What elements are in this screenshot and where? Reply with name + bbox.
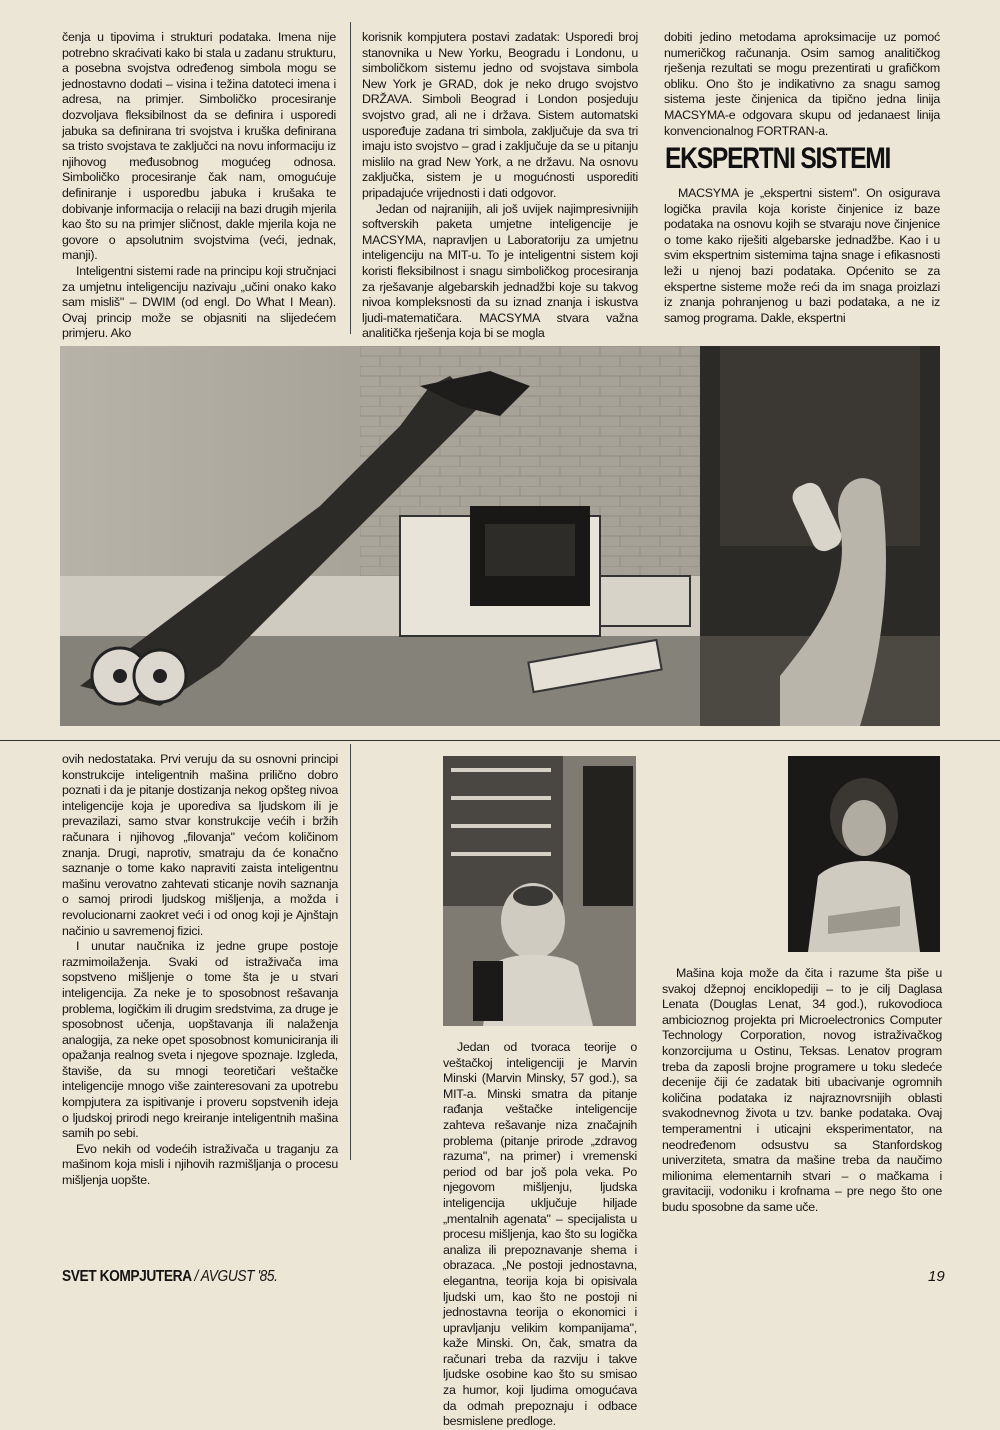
column-1-bottom xyxy=(62,752,338,1188)
douglas-lenat-photo xyxy=(788,756,940,952)
marvin-minsky-photo xyxy=(443,756,636,1026)
caption-text: Jedan od tvoraca teorije o veštačkoj inteligenciji je Marvin Minski (Marvin Minsky, 57 god.), sa MIT-a. Minski smatra da pitanje rađanja veštačke inteligencije zahteva rešavanje niza značajnih problema (pitanje prirode „zdravog razuma", na primer) i vremenski period od bar još pola veka. Po njegovom mišljenju, ljudska inteligencija uključuje hiljade „mentalnih agenata" – specijalista u procesu mišljenja, kao što su logička analiza ili prepoznavanje shema i obrazaca. „Ne postoji jednostavna, elegantna, teorija koja bi opisivala ljudski um, kao što ne postoji ni jednostavna teorija o ekonomici i upravljanju velikim kompanijama", kaže Minski. On, čak, smatra da računari treba da razviju i takve ljudske osobine kao što su smisao za humor, koji ljudima omogućava da odmah prepoznaju i odbace besmislene predloge. xyxy=(443,1040,637,1429)
robot-arm-photo xyxy=(60,346,940,726)
column-2-top xyxy=(362,30,638,342)
caption-minsky xyxy=(443,1040,637,1429)
section-heading: EKSPERTNI SISTEMI xyxy=(665,142,891,175)
horizontal-divider xyxy=(0,740,1000,741)
page-number: 19 xyxy=(928,1268,945,1285)
column-divider xyxy=(350,22,351,334)
paragraph: I unutar naučnika iz jedne grupe postoje razmimoilaženja. Svaki od istraživača ima sopstveno mišljenje o tome šta je u stvari inteligencija. Za neke je to sposobnost rešavanja problema, logičkim ili drugim sredstvima, za druge je sposobnost učenja, uopštavanja ili nalaženja analogija, za neke opet sposobnost komuniciranja ili opažanja realnog sveta i njegove spoznaje. Izgleda, štaviše, da su mnogi teoretičari veštačke inteligencije mnogo više zainteresovani za upotrebu kompjutera za ispitivanje i proveru sopstvenih ideja o ljudskoj prirodi nego kreiranje inteligentnih mašina samih po sebi. xyxy=(62,939,338,1141)
marvin-minsky-photo-image xyxy=(443,756,636,1026)
robot-arm-photo-image xyxy=(60,346,940,726)
paragraph: MACSYMA je „ekspertni sistem". On osigurava logička pravila koja koriste činjenice iz baze podataka na osnovu kojih se stvaraju nove činjenice o tome kako riješiti algebarske jednadžbe. Kao i u svim ekspertnim sistemima tajna snage i efikasnosti leži u njenoj bazi podataka. Općenito se za ekspertne sisteme može reći da im snaga proizlazi iz znanja pohranjenog u bazi podataka, a ne iz samog programa. Dakle, ekspertni xyxy=(664,186,940,325)
paragraph: ovih nedostataka. Prvi veruju da su osnovni principi konstrukcije inteligentnih mašina prilično dobro poznati i da je pitanje dostizanja nekog opšteg nivoa inteligencije koja je uporediva sa ljudskom ili je prevazilazi, samo stvar konstrukcije većih i bržih računara i njihovog „filovanja" većom količinom znanja. Drugi, naprotiv, smatraju da će konačno saznanje o tome kako napraviti zaista inteligentnu mašinu verovatno zahtevati sticanje novih saznanja o samoj prirodi ljudskog mišljenja, a možda i revolucionarni zaokret veći i od onog koji je Ajnštajn načinio u savremenoj fizici. xyxy=(62,752,338,938)
paragraph: Evo nekih od vodećih istraživača u traganju za mašinom koja misli i njihovih razmišljanja o procesu mišljenja uopšte. xyxy=(62,1141,338,1188)
issue-date: / AVGUST '85. xyxy=(194,1268,278,1285)
column-3-after-heading xyxy=(664,186,940,342)
paragraph: korisnik kompjutera postavi zadatak: Usporedi broj stanovnika u New Yorku, Beogradu i Londonu, u simboličkom sistemu jedno od svojstava simbola New York je GRAD, dok je neko drugo svojstvo DRŽAVA. Simboli Beograd i London posjeduju svojstvo grad, ali ne i država. Sistem automatski uspoređuje zadana tri simbola, zaključuje da sva tri imaju isto svojstvo – grad i zaključuje da se u pitanju mislilo na grad New York, a ne državu. Na osnovu zaključka, sistem je u mogućnosti usporediti pripadajuće vrijednosti i dati odgovor. xyxy=(362,30,638,200)
magazine-footer xyxy=(62,1268,277,1286)
column-divider xyxy=(350,744,351,1160)
paragraph: Inteligentni sistemi rade na principu koji stručnjaci za umjetnu inteligenciju nazivaju „učini onako kako sam misliš" – DWIM (od engl. Do What I Mean). Ovaj princip može se objasniti na slijedećem primjeru. Ako xyxy=(62,263,336,341)
column-3-top xyxy=(664,30,940,138)
paragraph: čenja u tipovima i strukturi podataka. Imena nije potrebno skraćivati kako bi stala u zadanu strukturu, a posebna svojstva određenog simbola mogu se jednostavno dodati – visina i težina datoteci imena i adresa, na primjer. Simboličko procesiranje dozvoljava fleksibilnost da se definira i usporedi jabuka sa definirana tri svojstva i kruška definirana sa tristo svojstava te zaključci na novu informaciju iz njihovog međusobnog mogućeg odnosa. Simboličko procesiranje čak nam, omogućuje definiranje i usporedbu jabuka i krušaka te dobivanje informacija o relaciji na bazi drugih mjerila kao što su na primjer sličnost, dakle mjerila koja ne govore o apsolutnim svojstvima (veći, jednak, manji). xyxy=(62,30,336,263)
column-1-top xyxy=(62,30,336,342)
caption-lenat xyxy=(662,966,942,1214)
douglas-lenat-photo-image xyxy=(788,756,940,952)
caption-text: Mašina koja može da čita i razume šta piše u svakoj džepnoj enciklopediji – to je cilj Daglasa Lenata (Douglas Lenat, 34 god.), rukovodioca ambicioznog projekta pri Microelectronics Computer Technology Corporation, novog istraživačkog konzorcijuma u Ostinu, Teksas. Lenatov program treba da zaposli brojne programere u toku sledeće decenije čiji će zadatak biti ubacivanje ogromnih količina podataka iz najraznovrsnijih oblasti svakodnevnog života u tzv. banke podataka. Ovaj temperamentni i uticajni eksperimentator, na neodređenom odsustvu sa Stanfordskog univerziteta, smatra da mašine treba da naučimo milionima elementarnih stvari – o mačkama i gravitaciji, vodoniku i krofnama – pre nego što one budu sposobne da same uče. xyxy=(662,966,942,1214)
paragraph: Jedan od najranijih, ali još uvijek najimpresivnijih softverskih paketa umjetne inteligencije je MACSYMA, napravljen u Laboratoriju za umjetnu inteligenciju na MIT-u. To je inteligentni sistem koji koristi fleksibilnost i snagu simboličkog procesiranja za rješavanje algebarskih jednadžbi koje su takvog nivoa kompleksnosti da su iznad znanja i iskustva ljudi-matematičara. MACSYMA stvara važna analitička rješenja koja bi se mogla xyxy=(362,201,638,341)
magazine-name: SVET KOMPJUTERA xyxy=(62,1268,192,1285)
paragraph: dobiti jedino metodama aproksimacije uz pomoć numeričkog računanja. Osim samog analitičkog rješenja rezultati se mogu prezentirati u grafičkom obliku. Ono što je indikativno za snagu samog sistema jeste činjenica da tipično jedna linija MACSYMA-e odgovara skupu od jedanaest linija konvencionalnog FORTRAN-a. xyxy=(664,30,940,138)
